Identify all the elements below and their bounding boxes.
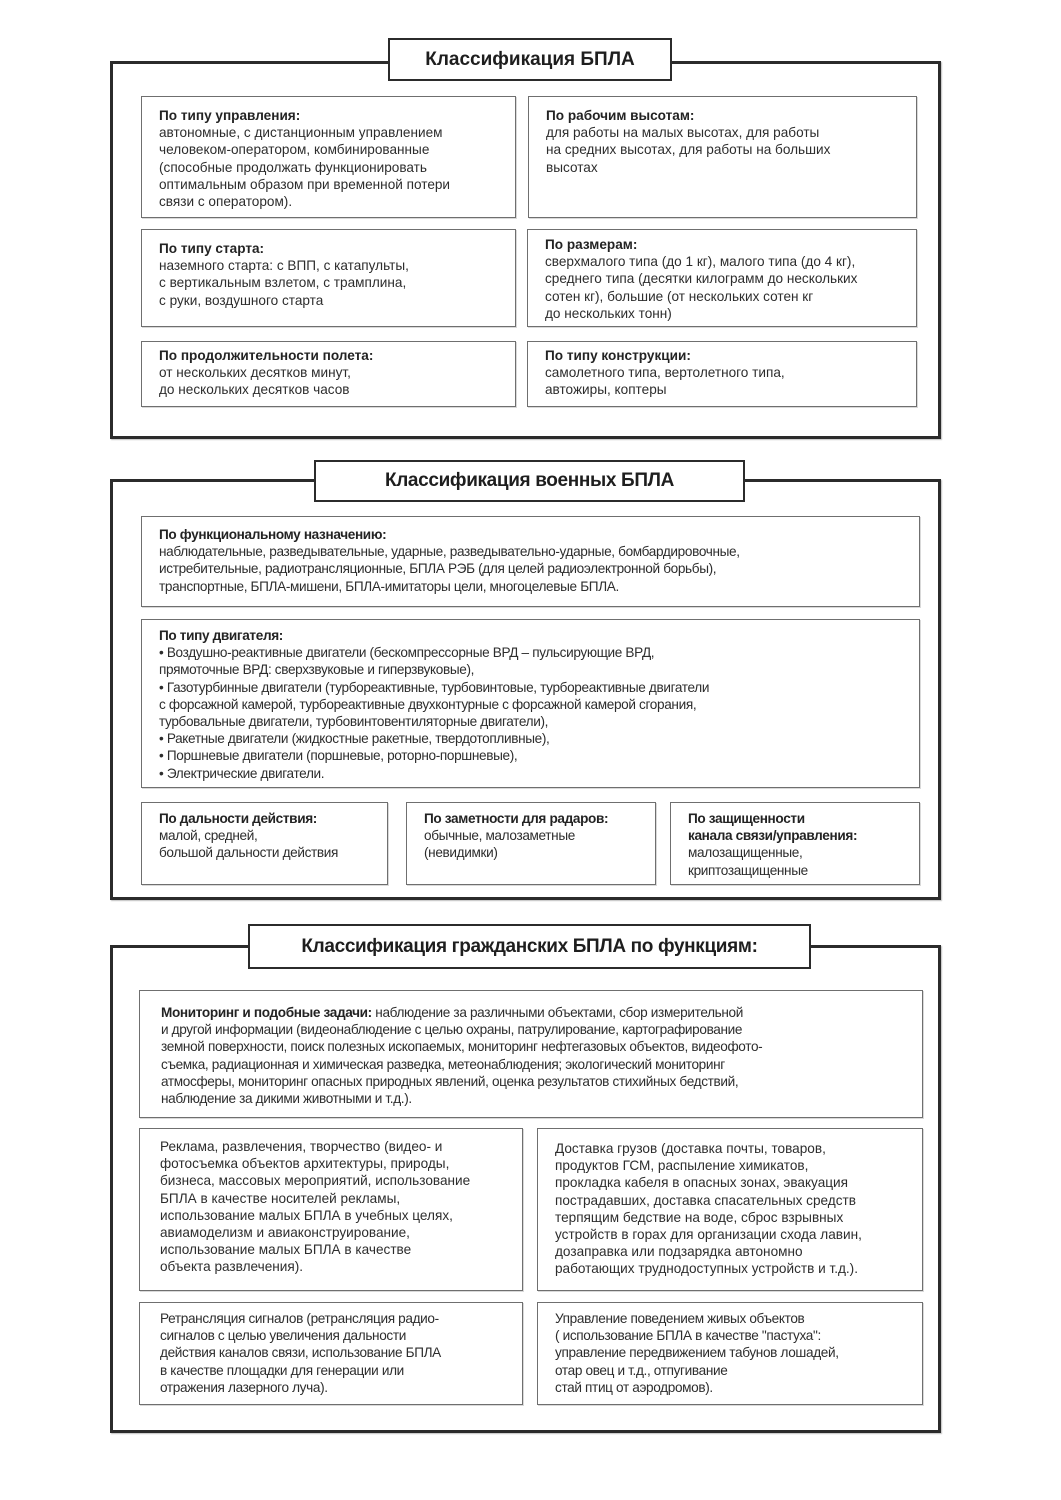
card-heading: По продолжительности полета: (159, 348, 374, 363)
card-line: на средних высотах, для работы на больших (546, 142, 831, 158)
card-flight-duration (141, 341, 516, 407)
card-radar-visibility (406, 802, 656, 885)
card-heading: По типу конструкции: (545, 348, 691, 363)
card-construction-type (527, 341, 917, 407)
card-line: • Электрические двигатели. (159, 765, 325, 781)
card-line: от нескольких десятков минут, (159, 365, 351, 381)
section-title-text: Классификация гражданских БПЛА по функциям: (301, 935, 758, 957)
card-line: управление передвижением табунов лошадей, (555, 1345, 839, 1361)
card-heading: По дальности действия: (159, 811, 317, 826)
card-line: малой, средней, (159, 828, 258, 844)
card-heading-continued: канала связи/управления: (688, 828, 858, 844)
card-line: транспортные, БПЛА-мишени, БПЛА-имитаторы цели, многоцелевые БПЛА. (159, 578, 619, 594)
card-line: с руки, воздушного старта (159, 292, 324, 308)
card-line: отар овец и т.д., отпугивание (555, 1362, 728, 1378)
card-line: Реклама, развлечения, творчество (видео- и (160, 1139, 443, 1154)
civil-classification-title (248, 924, 811, 969)
card-line: сверхмалого типа (до 1 кг), малого типа (до 4 кг), (545, 254, 856, 270)
card-line: прокладка кабеля в опасных зонах, эвакуация (555, 1175, 849, 1191)
card-line: наблюдательные, разведывательные, ударные, разведывательно-ударные, бомбардировочные, (159, 544, 740, 560)
card-functional-purpose (141, 516, 920, 607)
card-line-rest: наблюдение за различными объектами, сбор измерительной (371, 1005, 744, 1020)
card-line: устройств в горах для организации схода лавин, (555, 1227, 862, 1243)
card-line: наземного старта: с ВПП, с катапульты, (159, 258, 409, 274)
card-line: терпящим бедствие на воде, сброс взрывных (555, 1209, 844, 1225)
card-heading: По размерам: (545, 237, 638, 252)
card-line: самолетного типа, вертолетного типа, (545, 365, 785, 381)
section-title-text: Классификация военных БПЛА (384, 470, 675, 491)
general-classification-title (388, 38, 672, 81)
card-line: использование малых БПЛА в качестве (160, 1242, 412, 1258)
card-line: обычные, малозаметные (424, 828, 575, 844)
card-line: • Ракетные двигатели (жидкостные ракетные, твердотопливные), (159, 731, 550, 747)
card-line: турбовальные двигатели, турбовинтовентиляторные двигатели), (159, 714, 549, 730)
card-signal-relay (139, 1302, 523, 1405)
card-line: объекта развлечения). (160, 1259, 304, 1275)
card-line: атмосферы, мониторинг опасных природных явлений, оценка результатов стихийных бедствий, (161, 1073, 739, 1089)
military-classification-title (314, 460, 745, 502)
card-line: использование малых БПЛА в учебных целях, (160, 1207, 453, 1223)
card-launch-type (141, 229, 516, 327)
card-line: (невидимки) (424, 845, 498, 861)
card-heading: По заметности для радаров: (424, 811, 609, 826)
card-line: истребительные, радиотрансляционные, БПЛА РЭБ (для целей радиоэлектронной борьбы), (159, 561, 717, 577)
card-cargo-delivery (537, 1128, 923, 1291)
card-heading: По функциональному назначению: (159, 527, 387, 542)
card-line: большой дальности действия (159, 845, 339, 861)
card-line: ( использование БПЛА в качестве "пастуха": (555, 1328, 821, 1344)
card-range (141, 802, 388, 885)
card-engine-type (141, 619, 920, 788)
card-line: Доставка грузов (доставка почты, товаров, (555, 1141, 826, 1156)
card-line: земной поверхности, поиск полезных ископаемых, мониторинг нефтегазовых объектов, видеофото- (161, 1039, 763, 1055)
card-line: стай птиц от аэродромов). (555, 1379, 713, 1395)
card-line: продуктов ГСМ, распыление химикатов, (555, 1158, 809, 1174)
card-line: человеком-оператором, комбинированные (159, 142, 430, 158)
card-line: с форсажной камерой, турбореактивные двухконтурные с форсажной камерой сгорания, (159, 696, 697, 712)
card-line: среднего типа (десятки килограмм до нескольких (545, 271, 858, 287)
card-line: автожиры, коптеры (545, 382, 667, 398)
card-line: действия каналов связи, использование БПЛА (160, 1345, 441, 1361)
card-line: сотен кг), большие (от нескольких сотен кг (545, 288, 814, 304)
card-advertising-entertainment (139, 1128, 523, 1291)
card-line: высотах (546, 159, 598, 175)
card-line: и другой информации (видеонаблюдение с целью охраны, патрулирование, картографирование (161, 1022, 743, 1038)
card-line: с вертикальным взлетом, с трамплина, (159, 275, 407, 291)
card-line: бизнеса, массовых мероприятий, использование (160, 1173, 471, 1189)
card-link-protection (670, 802, 920, 885)
card-line: связи с оператором). (159, 194, 293, 210)
card-line: малозащищенные, (688, 845, 803, 861)
card-line: автономные, с дистанционным управлением (159, 125, 443, 141)
card-heading: По типу старта: (159, 241, 265, 256)
card-line: дозаправка или подзарядка автономно (555, 1244, 803, 1260)
card-sizes (527, 229, 917, 327)
card-line: фотосъемка объектов архитектуры, природы, (160, 1156, 450, 1172)
section-title-text: Классификация БПЛА (425, 48, 635, 70)
card-line: Управление поведением живых объектов (555, 1311, 805, 1326)
card-heading: Мониторинг и подобные задачи: (161, 1005, 372, 1020)
card-line: прямоточные ВРД: сверхзвуковые и гиперзвуковые), (159, 662, 475, 678)
card-line: отражения лазерного луча). (160, 1379, 328, 1395)
card-line: • Воздушно-реактивные двигатели (бескомпрессорные ВРД – пульсирующие ВРД, (159, 645, 655, 661)
card-heading: По рабочим высотам: (546, 108, 695, 123)
card-line: авиамоделизм и авиаконструирование, (160, 1225, 410, 1241)
card-monitoring (139, 990, 923, 1118)
card-line: съемка, радиационная и химическая разведка, метеонаблюдения; экологический мониторинг (161, 1056, 725, 1072)
card-line: • Газотурбинные двигатели (турбореактивные, турбовинтовые, турбореактивные двигатели (159, 679, 710, 695)
card-line: криптозащищенные (688, 862, 808, 878)
card-line: для работы на малых высотах, для работы (546, 125, 820, 141)
card-line: до нескольких десятков часов (159, 382, 350, 398)
card-line: в качестве площадки для генерации или (160, 1362, 404, 1378)
card-line: (способные продолжать функционировать (159, 159, 427, 175)
card-line: до нескольких тонн) (545, 305, 672, 321)
card-line: наблюдение за дикими животными и т.д.). (161, 1091, 412, 1107)
card-line: • Поршневые двигатели (поршневые, роторно-поршневые), (159, 748, 518, 764)
card-heading: По типу управления: (159, 108, 301, 123)
card-animal-behavior-control (537, 1302, 923, 1405)
card-operating-altitudes (528, 96, 917, 218)
card-control-type (141, 96, 516, 218)
card-line: работающих труднодоступных устройств и т.д.). (555, 1261, 858, 1277)
card-line: БПЛА в качестве носителей рекламы, (160, 1190, 401, 1206)
card-line: Ретрансляция сигналов (ретрансляция радио- (160, 1311, 439, 1326)
card-line: сигналов с целью увеличения дальности (160, 1328, 406, 1344)
card-heading: По защищенности (688, 811, 805, 826)
card-line: пострадавших, доставка спасательных средств (555, 1192, 856, 1208)
card-line (161, 1004, 908, 1021)
card-line: оптимальным образом при временной потери (159, 176, 451, 192)
card-heading: По типу двигателя: (159, 628, 283, 643)
